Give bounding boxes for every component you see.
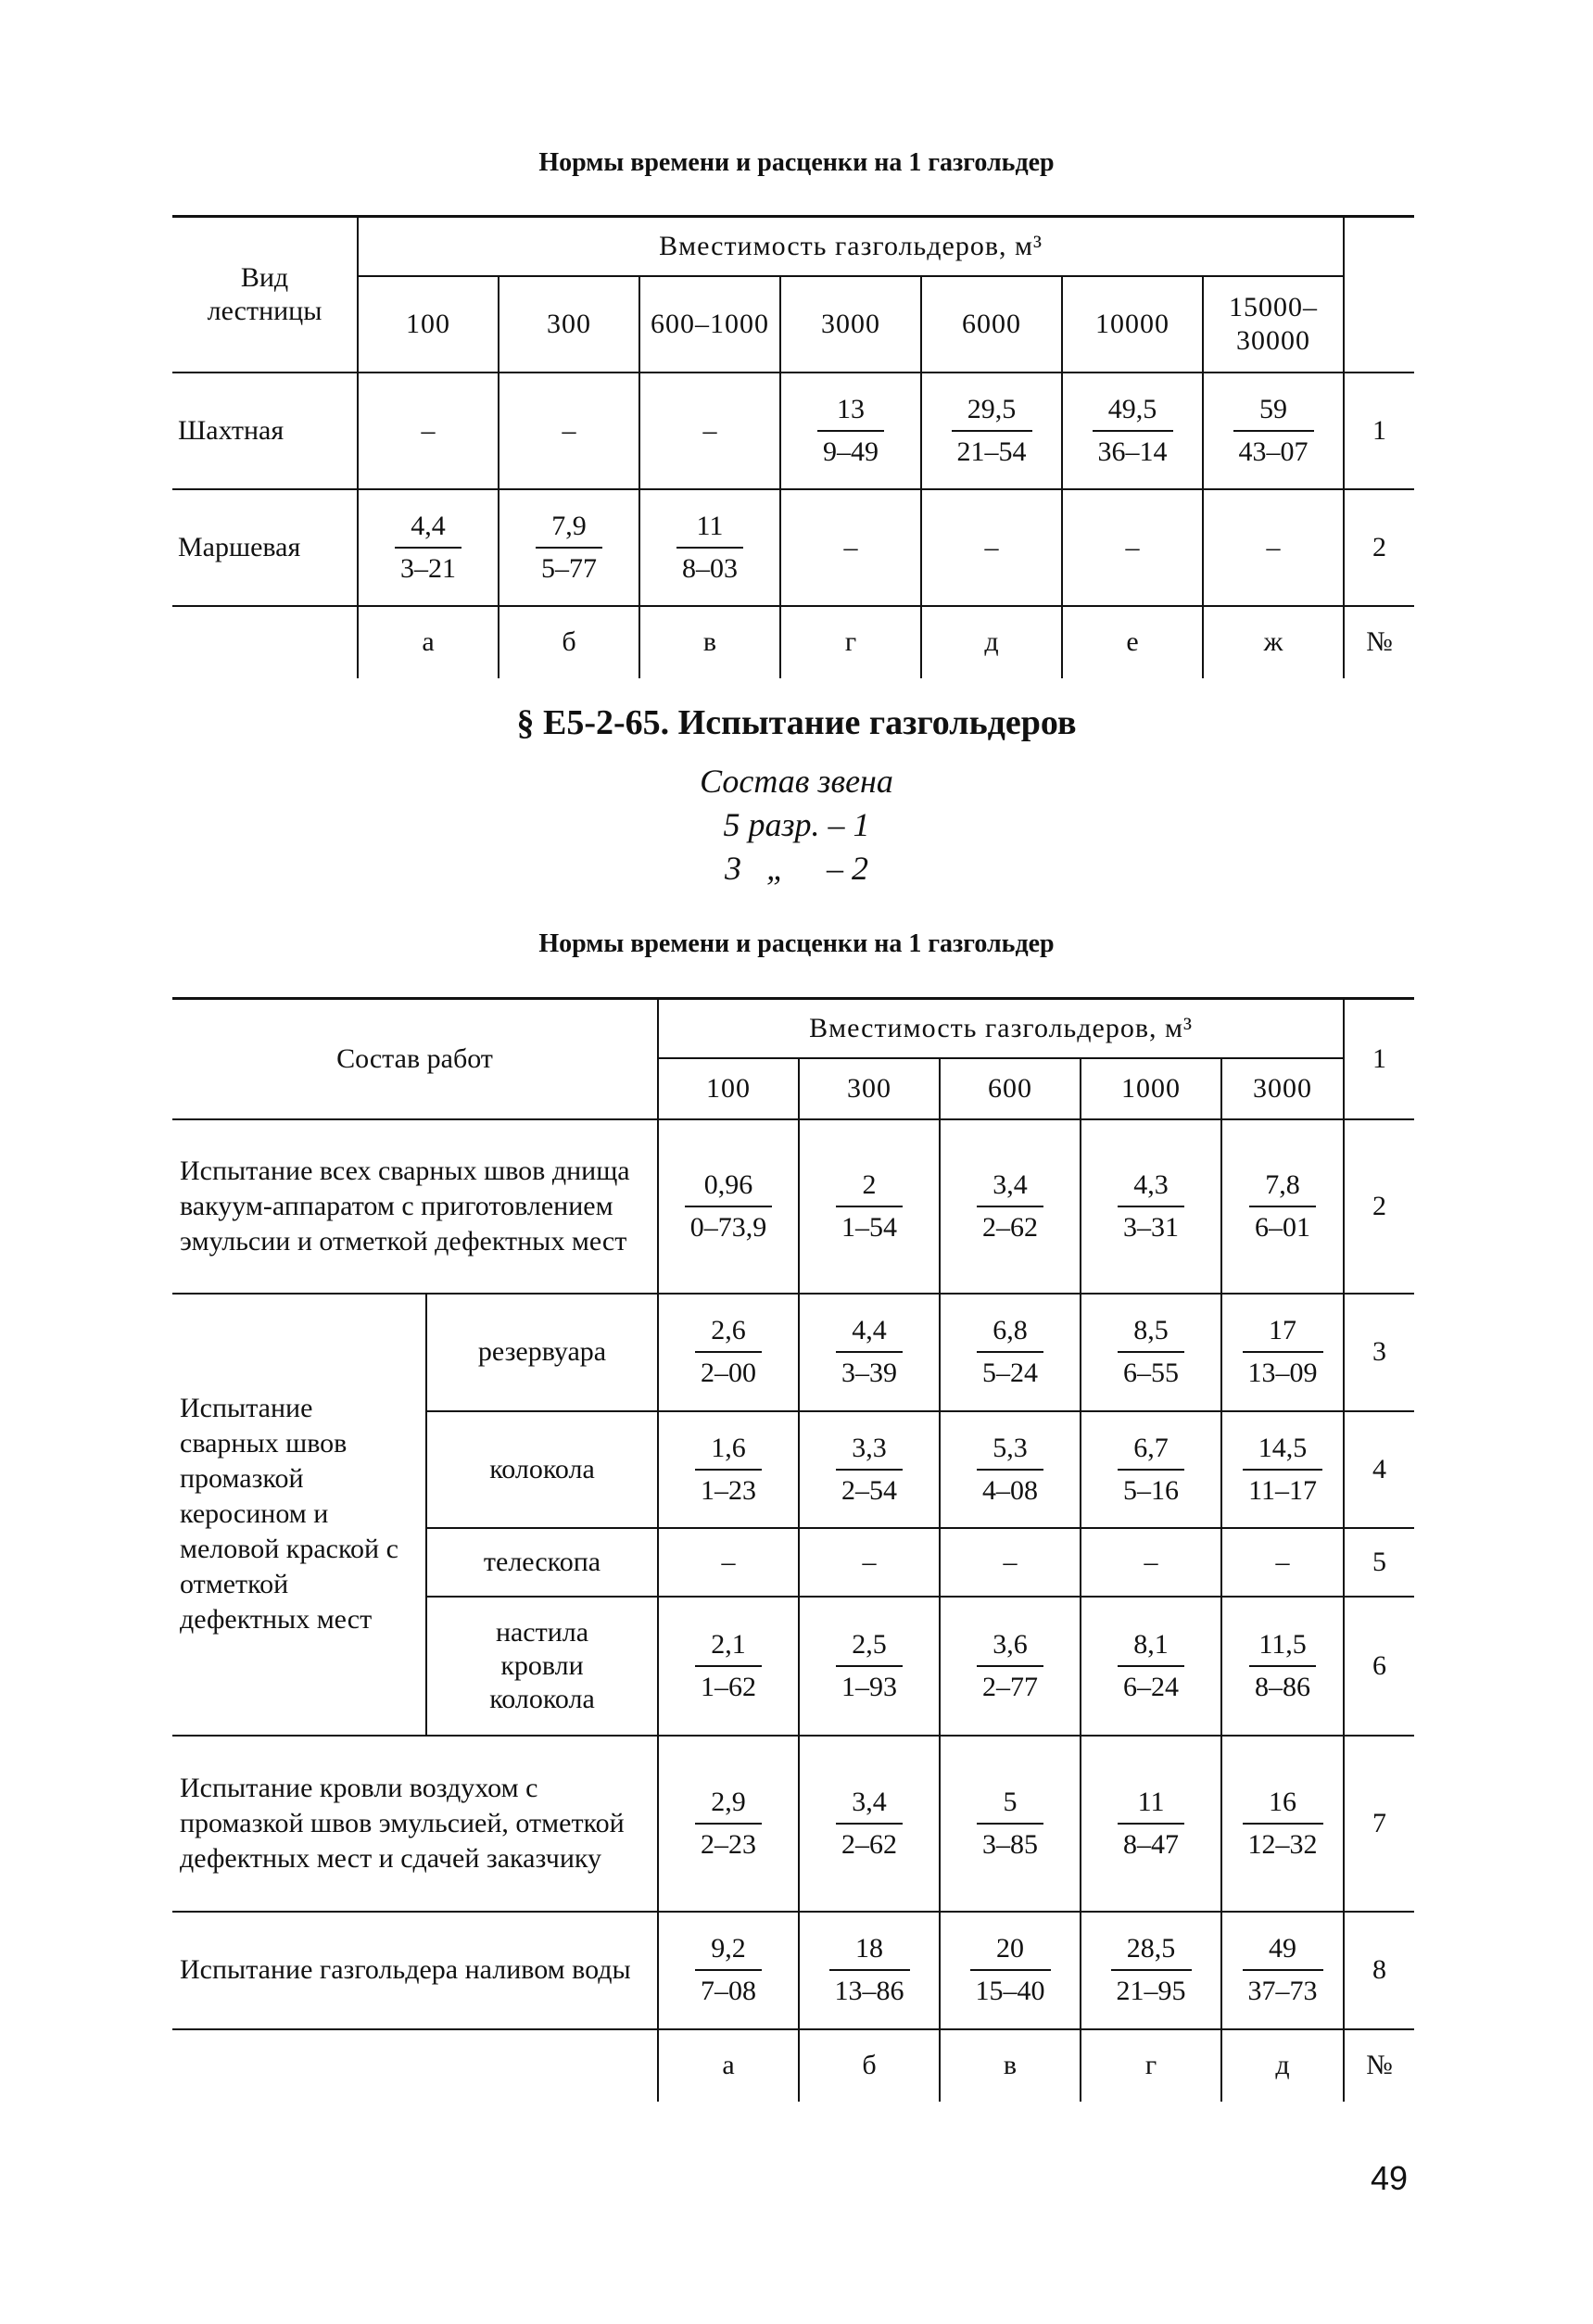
rate-value: 3–31 [1123, 1211, 1180, 1243]
rate-value: 5–24 [982, 1358, 1039, 1388]
norm-fraction [695, 1786, 762, 1862]
table2-norm-cell [658, 1912, 799, 2029]
table1-norm-cell [921, 489, 1062, 606]
dash-value: – [721, 1546, 736, 1577]
time-norm: 4,4 [836, 1314, 903, 1353]
norm-fraction [1243, 1314, 1323, 1390]
table1-norm-cell [1062, 489, 1203, 606]
time-norm: 8,5 [1118, 1314, 1184, 1353]
norm-fraction [536, 510, 602, 586]
time-norm: 29,5 [952, 393, 1032, 432]
dash-value: – [562, 414, 576, 446]
rate-value: 0–73,9 [689, 1211, 767, 1243]
dash-value: – [862, 1546, 877, 1577]
table2-norm-cell [1221, 1912, 1344, 2029]
row8-work-label: Испытание газгольдера наливом воды [172, 1912, 658, 2029]
table2-norm-cell [940, 1294, 1081, 1411]
table2-letter-blank [172, 2029, 658, 2102]
table2-capacity-header: 1000 [1081, 1058, 1221, 1119]
table2-norm-cell [1081, 1119, 1221, 1294]
table2-column-letter: в [940, 2029, 1081, 2102]
rate-value: 21–54 [956, 436, 1027, 467]
table1-norm-cell [780, 373, 921, 489]
row5-num: 5 [1344, 1528, 1414, 1597]
table1-norm-cell [1062, 373, 1203, 489]
rate-value: 2–77 [982, 1671, 1039, 1702]
table1 [172, 215, 1414, 678]
time-norm: 8,1 [1118, 1628, 1184, 1667]
norm-fraction [695, 1628, 762, 1704]
time-norm: 11 [1118, 1786, 1184, 1825]
row6-sub-label: настила кровли колокола [426, 1597, 658, 1736]
rate-value: 3–39 [841, 1358, 898, 1388]
time-norm: 16 [1243, 1786, 1323, 1825]
norm-fraction [836, 1786, 903, 1862]
table1-norm-cell [499, 489, 639, 606]
row3-num: 3 [1344, 1294, 1414, 1411]
dash-value: – [1144, 1546, 1158, 1577]
row8-num: 8 [1344, 1912, 1414, 2029]
table2-norm-cell [1081, 1736, 1221, 1912]
table2 [172, 997, 1414, 2102]
row7-work-label: Испытание кровли воздухом с промазкой швов эмульсией, отметкой дефектных мест и сдачей заказчику [172, 1736, 658, 1912]
rate-value: 8–47 [1123, 1828, 1180, 1860]
table2-norm-cell [940, 1736, 1081, 1912]
rate-value: 13–09 [1247, 1358, 1318, 1388]
rate-value: 2–00 [701, 1358, 757, 1388]
time-norm: 11,5 [1249, 1628, 1316, 1667]
dash-value: – [421, 414, 436, 446]
norm-fraction [1093, 393, 1173, 469]
table1-row-label: Шахтная [172, 373, 358, 489]
time-norm: 3,4 [836, 1786, 903, 1825]
row6-num: 6 [1344, 1597, 1414, 1736]
row3-sub-label: резервуара [426, 1294, 658, 1411]
row2-num: 2 [1344, 1119, 1414, 1294]
table1-norm-cell [358, 489, 499, 606]
table2-norm-cell [1221, 1294, 1344, 1411]
table1-norm-cell [780, 489, 921, 606]
table1-norm-cell [1203, 489, 1344, 606]
rate-value: 4–08 [982, 1474, 1039, 1506]
table1-row-num: 2 [1344, 489, 1414, 606]
table1-capacity-header: 6000 [921, 276, 1062, 373]
norm-fraction [836, 1314, 903, 1390]
time-norm: 28,5 [1111, 1932, 1192, 1971]
rate-value: 8–86 [1255, 1671, 1311, 1702]
table1-capacity-header: 300 [499, 276, 639, 373]
rate-value: 13–86 [834, 1976, 904, 2006]
table1-row-num: 1 [1344, 373, 1414, 489]
table2-norm-cell [940, 1597, 1081, 1736]
norm-fraction [1118, 1314, 1184, 1390]
norm-fraction [695, 1314, 762, 1390]
rate-value: 1–93 [841, 1671, 898, 1702]
time-norm: 2,5 [836, 1628, 903, 1667]
table2-norm-cell [799, 1597, 940, 1736]
page-number: 49 [1370, 2159, 1408, 2197]
dash-value: – [984, 531, 999, 562]
rate-value: 3–21 [400, 552, 456, 584]
time-norm: 6,8 [977, 1314, 1043, 1353]
table2-norm-cell [1221, 1119, 1344, 1294]
table1-norm-cell [639, 489, 780, 606]
norm-fraction [1233, 393, 1314, 469]
table1-column-letter: д [921, 606, 1062, 678]
norm-fraction [952, 393, 1032, 469]
time-norm: 5 [977, 1786, 1043, 1825]
table1-norm-cell [358, 373, 499, 489]
row5-sub-label: телескопа [426, 1528, 658, 1597]
table1-column-letter: ж [1203, 606, 1344, 678]
table2-norm-cell [658, 1528, 799, 1597]
rate-value: 8–03 [682, 552, 738, 584]
norm-fraction [1243, 1432, 1322, 1508]
table2-norm-cell [799, 1119, 940, 1294]
time-norm: 1,6 [695, 1432, 762, 1471]
table2-norm-cell [658, 1294, 799, 1411]
norm-fraction [1118, 1168, 1184, 1244]
dash-value: – [1003, 1546, 1018, 1577]
dash-value: – [702, 414, 717, 446]
rate-value: 5–16 [1123, 1474, 1180, 1506]
time-norm: 2,6 [695, 1314, 762, 1353]
table2-norm-cell [940, 1411, 1081, 1528]
crew-line-2: 3 „ – 2 [724, 850, 869, 887]
norm-fraction [695, 1932, 762, 2008]
crew-title: Состав звена [700, 763, 893, 800]
row2-work-label: Испытание всех сварных швов днища вакуум-аппаратом с приготовлением эмульсии и отметкой дефектных мест [172, 1119, 658, 1294]
time-norm: 5,3 [977, 1432, 1043, 1471]
rate-value: 15–40 [975, 1976, 1045, 2006]
time-norm: 7,8 [1249, 1168, 1316, 1207]
norm-fraction [395, 510, 461, 586]
norm-fraction [977, 1432, 1043, 1508]
rate-value: 2–62 [982, 1211, 1039, 1243]
time-norm: 17 [1243, 1314, 1323, 1353]
rate-value: 2–23 [701, 1828, 757, 1860]
table2-column-letter: д [1221, 2029, 1344, 2102]
norm-fraction [1118, 1628, 1184, 1704]
time-norm: 6,7 [1118, 1432, 1184, 1471]
table2-norm-cell [799, 1294, 940, 1411]
table2-norm-cell [1221, 1528, 1344, 1597]
rate-value: 6–55 [1123, 1358, 1180, 1388]
table2-group-header: Вместимость газгольдеров, м³ [658, 999, 1344, 1058]
norm-fraction [1249, 1168, 1316, 1244]
table1-column-letter: г [780, 606, 921, 678]
norm-fraction [977, 1314, 1043, 1390]
time-norm: 13 [817, 393, 884, 432]
norm-fraction [1111, 1932, 1192, 2008]
norm-fraction [817, 393, 884, 469]
rate-value: 1–54 [841, 1211, 898, 1243]
time-norm: 9,2 [695, 1932, 762, 1971]
group-work-label: Испытание сварных швов промазкой керосином и меловой краской с отметкой дефектных мест [172, 1294, 426, 1736]
time-norm: 2,9 [695, 1786, 762, 1825]
norm-fraction [977, 1168, 1043, 1244]
table1-column-letter: в [639, 606, 780, 678]
rate-value: 6–24 [1123, 1671, 1180, 1702]
table1-no-sign: № [1344, 606, 1414, 678]
time-norm: 3,3 [836, 1432, 903, 1471]
table2-header-num: 1 [1344, 999, 1414, 1119]
table2-norm-cell [799, 1912, 940, 2029]
time-norm: 20 [970, 1932, 1051, 1971]
table2-column-letter: а [658, 2029, 799, 2102]
table1-header-num [1344, 217, 1414, 373]
dash-value: – [1275, 1546, 1290, 1577]
norm-fraction [1118, 1786, 1184, 1862]
norm-fraction [836, 1432, 903, 1508]
rate-value: 6–01 [1255, 1211, 1311, 1243]
table1-column-letter: а [358, 606, 499, 678]
table2-norm-cell [658, 1411, 799, 1528]
rate-value: 5–77 [541, 552, 597, 584]
table1-letter-blank [172, 606, 358, 678]
norm-fraction [1249, 1628, 1316, 1704]
time-norm: 2,1 [695, 1628, 762, 1667]
time-norm: 14,5 [1243, 1432, 1322, 1471]
table2-norm-cell [940, 1912, 1081, 2029]
crew-composition [0, 760, 1593, 890]
table1-column-letter: е [1062, 606, 1203, 678]
norm-fraction [977, 1628, 1043, 1704]
norm-fraction [676, 510, 743, 586]
time-norm: 59 [1233, 393, 1314, 432]
table1-capacity-header: 15000–30000 [1203, 276, 1344, 373]
rate-value: 36–14 [1097, 436, 1168, 467]
dash-value: – [1125, 531, 1140, 562]
time-norm: 49 [1243, 1932, 1323, 1971]
rate-value: 2–54 [841, 1474, 898, 1506]
table2-norm-cell [799, 1736, 940, 1912]
table2-capacity-header: 300 [799, 1058, 940, 1119]
crew-line-1: 5 разр. – 1 [723, 806, 870, 843]
norm-fraction [836, 1628, 903, 1704]
time-norm: 11 [676, 510, 743, 549]
table1-row-label: Маршевая [172, 489, 358, 606]
table2-norm-cell [1081, 1912, 1221, 2029]
table1-column-letter: б [499, 606, 639, 678]
time-norm: 7,9 [536, 510, 602, 549]
time-norm: 4,4 [395, 510, 461, 549]
table2-capacity-header: 100 [658, 1058, 799, 1119]
time-norm: 18 [829, 1932, 910, 1971]
table2-norm-cell [658, 1597, 799, 1736]
rate-value: 1–23 [701, 1474, 757, 1506]
table2-caption: Нормы времени и расценки на 1 газгольдер [538, 929, 1055, 958]
section-title: § Е5-2-65. Испытание газгольдеров [516, 703, 1077, 742]
rate-value: 3–85 [982, 1828, 1039, 1860]
table2-norm-cell [1221, 1736, 1344, 1912]
table2-capacity-header: 3000 [1221, 1058, 1344, 1119]
norm-fraction [977, 1786, 1043, 1862]
table2-norm-cell [1081, 1294, 1221, 1411]
rate-value: 1–62 [701, 1671, 757, 1702]
table2-column-letter: б [799, 2029, 940, 2102]
table2-capacity-header: 600 [940, 1058, 1081, 1119]
time-norm: 2 [836, 1168, 903, 1207]
table1-norm-cell [499, 373, 639, 489]
dash-value: – [1266, 531, 1281, 562]
table1-col-label-header: Вид лестницы [172, 217, 358, 373]
rate-value: 43–07 [1238, 436, 1309, 467]
row4-num: 4 [1344, 1411, 1414, 1528]
norm-fraction [695, 1432, 762, 1508]
table1-capacity-header: 10000 [1062, 276, 1203, 373]
time-norm: 3,4 [977, 1168, 1043, 1207]
rate-value: 37–73 [1247, 1976, 1318, 2006]
time-norm: 4,3 [1118, 1168, 1184, 1207]
rate-value: 7–08 [701, 1976, 757, 2006]
table2-norm-cell [658, 1119, 799, 1294]
time-norm: 49,5 [1093, 393, 1173, 432]
table2-column-letter: г [1081, 2029, 1221, 2102]
norm-fraction [836, 1168, 903, 1244]
table2-norm-cell [1221, 1411, 1344, 1528]
dash-value: – [843, 531, 858, 562]
table2-norm-cell [1081, 1528, 1221, 1597]
rate-value: 12–32 [1247, 1828, 1318, 1860]
rate-value: 2–62 [841, 1828, 898, 1860]
table2-norm-cell [658, 1736, 799, 1912]
time-norm: 3,6 [977, 1628, 1043, 1667]
rate-value: 9–49 [823, 436, 879, 467]
table1-norm-cell [1203, 373, 1344, 489]
norm-fraction [1243, 1932, 1323, 2008]
table2-norm-cell [1081, 1597, 1221, 1736]
table2-norm-cell [1221, 1597, 1344, 1736]
time-norm: 0,96 [685, 1168, 773, 1207]
table2-norm-cell [799, 1528, 940, 1597]
norm-fraction [685, 1168, 773, 1244]
table1-group-header: Вместимость газгольдеров, м³ [358, 217, 1344, 276]
table1-capacity-header: 3000 [780, 276, 921, 373]
table1-caption: Нормы времени и расценки на 1 газгольдер [538, 148, 1055, 177]
row7-num: 7 [1344, 1736, 1414, 1912]
norm-fraction [1118, 1432, 1184, 1508]
table2-work-header: Состав работ [172, 999, 658, 1119]
table1-capacity-header: 100 [358, 276, 499, 373]
table1-norm-cell [921, 373, 1062, 489]
norm-fraction [829, 1932, 910, 2008]
rate-value: 21–95 [1116, 1976, 1186, 2006]
table2-no-sign: № [1344, 2029, 1414, 2102]
row4-sub-label: колокола [426, 1411, 658, 1528]
table2-norm-cell [940, 1528, 1081, 1597]
table1-capacity-header: 600–1000 [639, 276, 780, 373]
norm-fraction [1243, 1786, 1323, 1862]
table2-norm-cell [940, 1119, 1081, 1294]
table2-norm-cell [799, 1411, 940, 1528]
table2-norm-cell [1081, 1411, 1221, 1528]
rate-value: 11–17 [1248, 1474, 1317, 1506]
table1-norm-cell [639, 373, 780, 489]
norm-fraction [970, 1932, 1051, 2008]
